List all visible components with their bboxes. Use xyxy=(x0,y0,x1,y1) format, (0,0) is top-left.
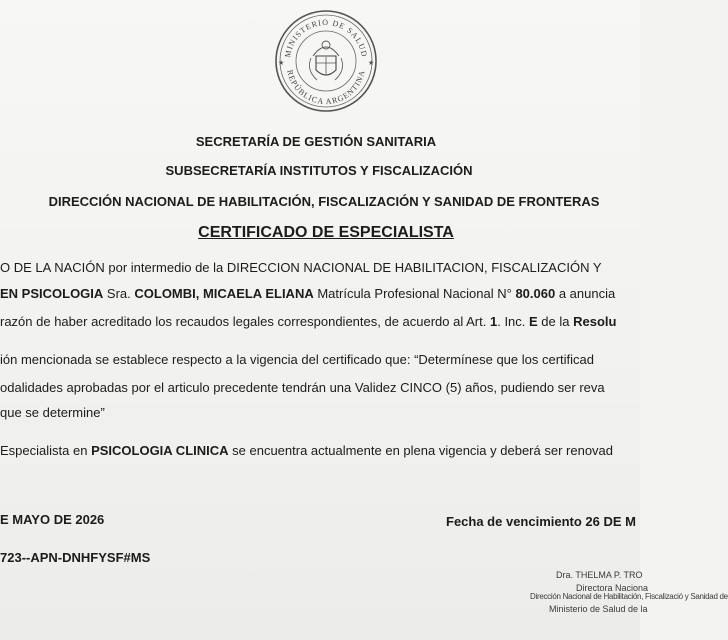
body-line-1: O DE LA NACIÓN por intermedio de la DIRECCION NACIONAL DE HABILITACION, FISCALIZACIÓN Y xyxy=(0,260,602,275)
header-direccion: DIRECCIÓN NACIONAL DE HABILITACIÓN, FISCALIZACIÓN Y SANIDAD DE FRONTERAS xyxy=(48,194,600,209)
signatory-role: Directora Naciona xyxy=(576,583,649,593)
body-line-3-e: de la xyxy=(537,314,574,329)
seal-bottom-text: REPÚBLICA ARGENTINA xyxy=(285,68,367,107)
specialty-text: EN PSICOLOGIA xyxy=(0,286,104,301)
body-line-7 xyxy=(0,443,613,459)
article-number: 1 xyxy=(489,314,498,329)
svg-text:MINISTERIO DE SALUD xyxy=(283,18,369,58)
document-reference: 723--APN-DNHFYSF#MS xyxy=(0,550,151,565)
signatory-office: Dirección Nacional de Habilitación, Fiscalizació y Sanidad de xyxy=(530,592,728,601)
issue-date: E MAYO DE 2026 xyxy=(0,512,105,527)
ministry-seal-icon xyxy=(273,8,379,114)
header-subsecretaria: SUBSECRETARÍA INSTITUTOS Y FISCALIZACIÓN xyxy=(165,163,473,178)
certificate-title: CERTIFICADO DE ESPECIALISTA xyxy=(198,224,454,241)
matricula-label: Matrícula Profesional Nacional N° xyxy=(313,286,516,301)
title-sra: Sra. xyxy=(103,286,135,301)
body-line-3-a: razón de haber acreditado los recaudos legales correspondientes, de acuerdo al Art. xyxy=(0,314,490,329)
specialty-name: PSICOLOGIA CLINICA xyxy=(91,443,229,458)
expiration-date: Fecha de vencimiento 26 DE M xyxy=(446,514,637,529)
body-line-2 xyxy=(0,286,615,302)
body-line-5: odalidades aprobadas por el articulo precedente tendrán una Validez CINCO (5) años, pudiendo ser reva xyxy=(0,380,605,395)
header-secretaria: SECRETARÍA DE GESTIÓN SANITARIA xyxy=(195,134,437,149)
resolution-text: Resolu xyxy=(573,314,617,329)
signatory-ministry: Ministerio de Salud de la xyxy=(549,604,648,614)
body-line-7-c: se encuentra actualmente en plena vigencia y deberá ser renovad xyxy=(228,443,614,458)
body-line-7-a: Especialista en xyxy=(0,443,92,458)
svg-text:★: ★ xyxy=(278,60,285,67)
body-line-2-tail: a anuncia xyxy=(555,286,616,301)
body-line-6: que se determine” xyxy=(0,405,105,420)
signatory-name: Dra. THELMA P. TRO xyxy=(556,570,643,580)
svg-text:★: ★ xyxy=(368,60,375,67)
matricula-number: 80.060 xyxy=(515,286,556,301)
body-line-3 xyxy=(0,314,616,330)
inciso-letter: E xyxy=(529,314,538,329)
seal-top-text: MINISTERIO DE SALUD xyxy=(283,17,369,59)
body-line-3-c: . Inc. xyxy=(497,314,530,329)
holder-name: COLOMBI, MICAELA ELIANA xyxy=(134,286,314,301)
body-line-4: ión mencionada se establece respecto a la vigencia del certificado que: “Determínese que los certificad xyxy=(0,352,595,367)
